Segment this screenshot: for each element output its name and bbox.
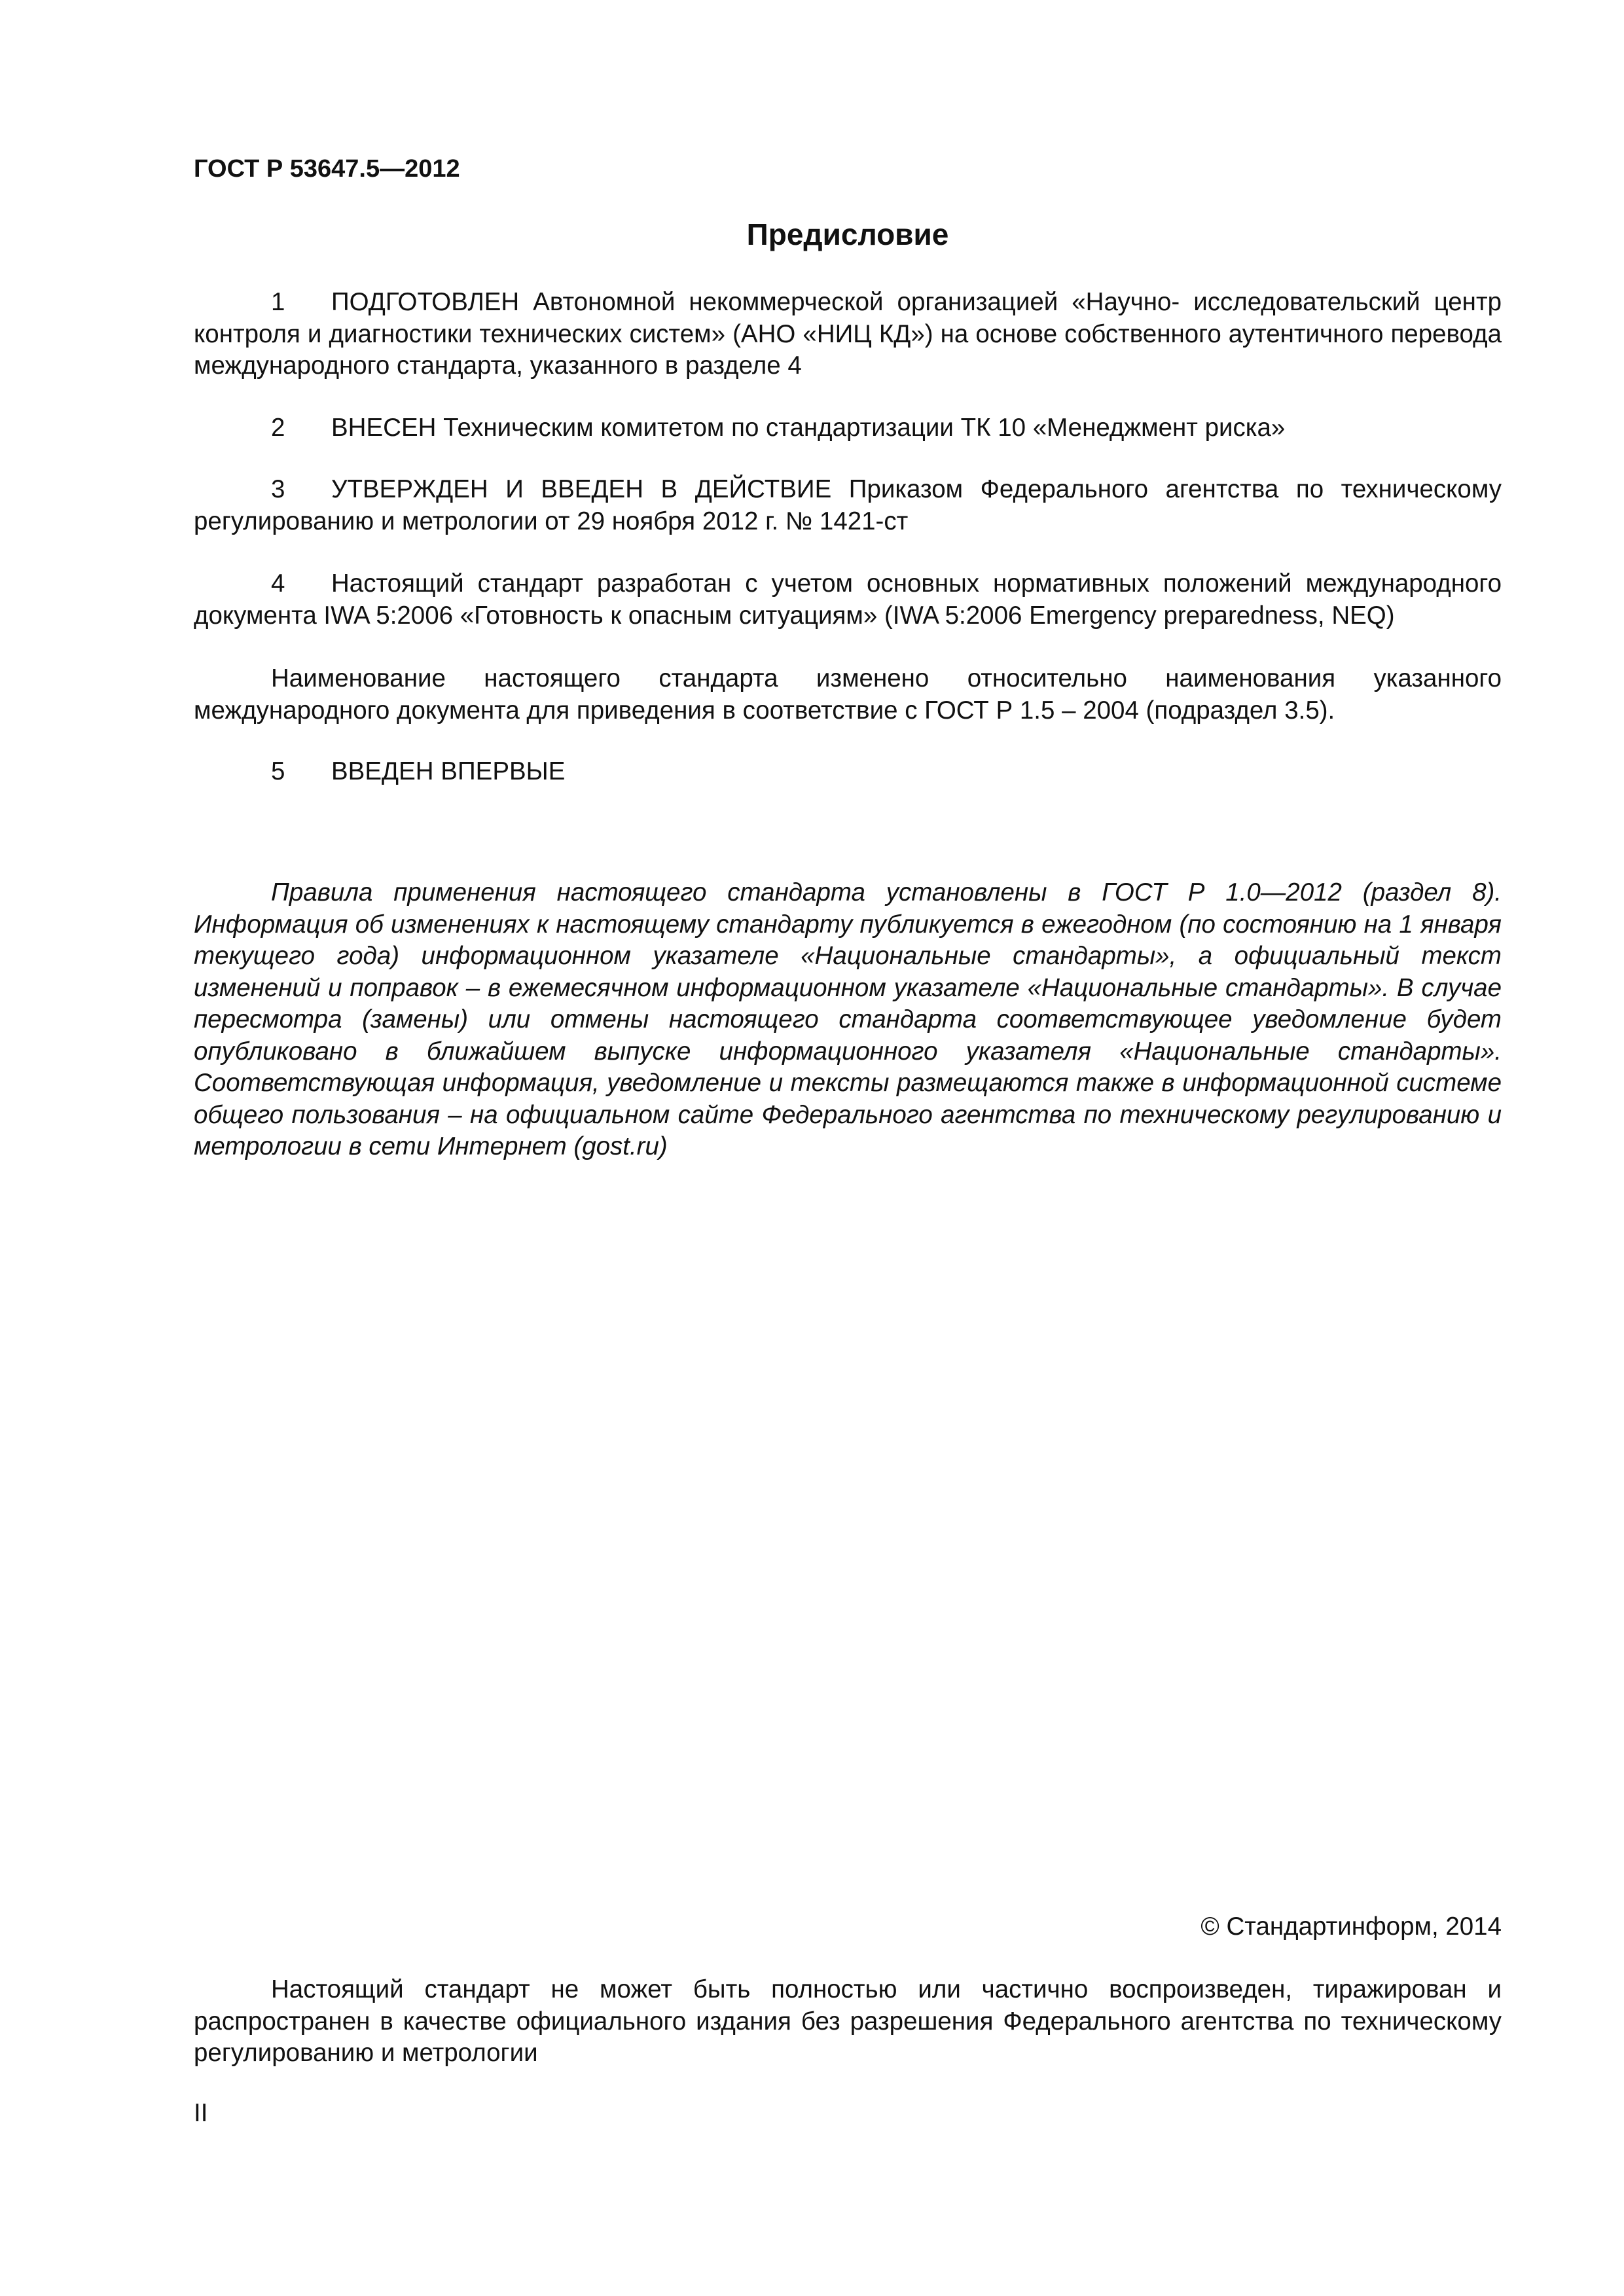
foreword-item-3 xyxy=(194,474,1502,537)
item-number: 3 xyxy=(271,475,285,503)
item-number: 4 xyxy=(271,569,285,598)
item-text: ВВЕДЕН ВПЕРВЫЕ xyxy=(331,757,566,785)
rules-text: Правила применения настоящего стандарта установлены в ГОСТ Р 1.0—2012 (раздел 8). Информация об изменениях к настоящему стандарту публикуется в ежегодном (по состоянию на 1 января текущего года) информационном указателе «Национальные стандарты», а официальный текст изменений и поправок – в ежемесячном информационном указателе «Национальные стандарты». В случае пересмотра (замены) или отмены настоящего стандарта соответствующее уведомление будет опубликовано в ближайшем выпуске информационного указателя «Национальные стандарты». Соответствующая информация, уведомление и тексты размещаются также в информационной системе общего пользования – на официальном сайте Федерального агентства по техническому регулированию и метрологии в сети Интернет (gost.ru) xyxy=(194,878,1502,1160)
foreword-item-2 xyxy=(194,412,1502,444)
reproduction-notice xyxy=(194,1974,1502,2070)
foreword-item-4-note xyxy=(194,663,1502,726)
foreword-item-5 xyxy=(194,756,1502,788)
item-number: 5 xyxy=(271,757,285,785)
item-number: 1 xyxy=(271,288,285,316)
copyright-line: © Стандартинформ, 2014 xyxy=(1200,1912,1502,1941)
page-title: Предисловие xyxy=(746,217,949,251)
item-text: УТВЕРЖДЕН И ВВЕДЕН В ДЕЙСТВИЕ Приказом Федерального агентства по техническому регулированию и метрологии от 29 ноября 2012 г. № 1421-ст xyxy=(194,475,1502,535)
document-code: ГОСТ Р 53647.5—2012 xyxy=(194,155,460,183)
item-text: ПОДГОТОВЛЕН Автономной некоммерческой организацией «Научно- исследовательский центр контроля и диагностики технических систем» (АНО «НИЦ КД») на основе собственного аутентичного перевода международного стандарта, указанного в разделе 4 xyxy=(194,288,1502,380)
foreword-item-1 xyxy=(194,287,1502,382)
item-text: ВНЕСЕН Техническим комитетом по стандартизации ТК 10 «Менеджмент риска» xyxy=(331,414,1286,442)
item-number: 2 xyxy=(271,414,285,442)
page-number: II xyxy=(194,2099,208,2127)
item-text: Настоящий стандарт разработан с учетом основных нормативных положений международного документа IWA 5:2006 «Готовность к опасным ситуациям» (IWA 5:2006 Emergency preparedness, NEQ) xyxy=(194,569,1502,630)
application-rules-paragraph xyxy=(194,877,1502,1163)
item-note: Наименование настоящего стандарта изменено относительно наименования указанного международного документа для приведения в соответствие с ГОСТ Р 1.5 – 2004 (подраздел 3.5). xyxy=(194,664,1502,725)
notice-text: Настоящий стандарт не может быть полностью или частично воспроизведен, тиражирован и распространен в качестве официального издания без разрешения Федерального агентства по техническому регулированию и метрологии xyxy=(194,1975,1502,2067)
foreword-item-4 xyxy=(194,568,1502,632)
